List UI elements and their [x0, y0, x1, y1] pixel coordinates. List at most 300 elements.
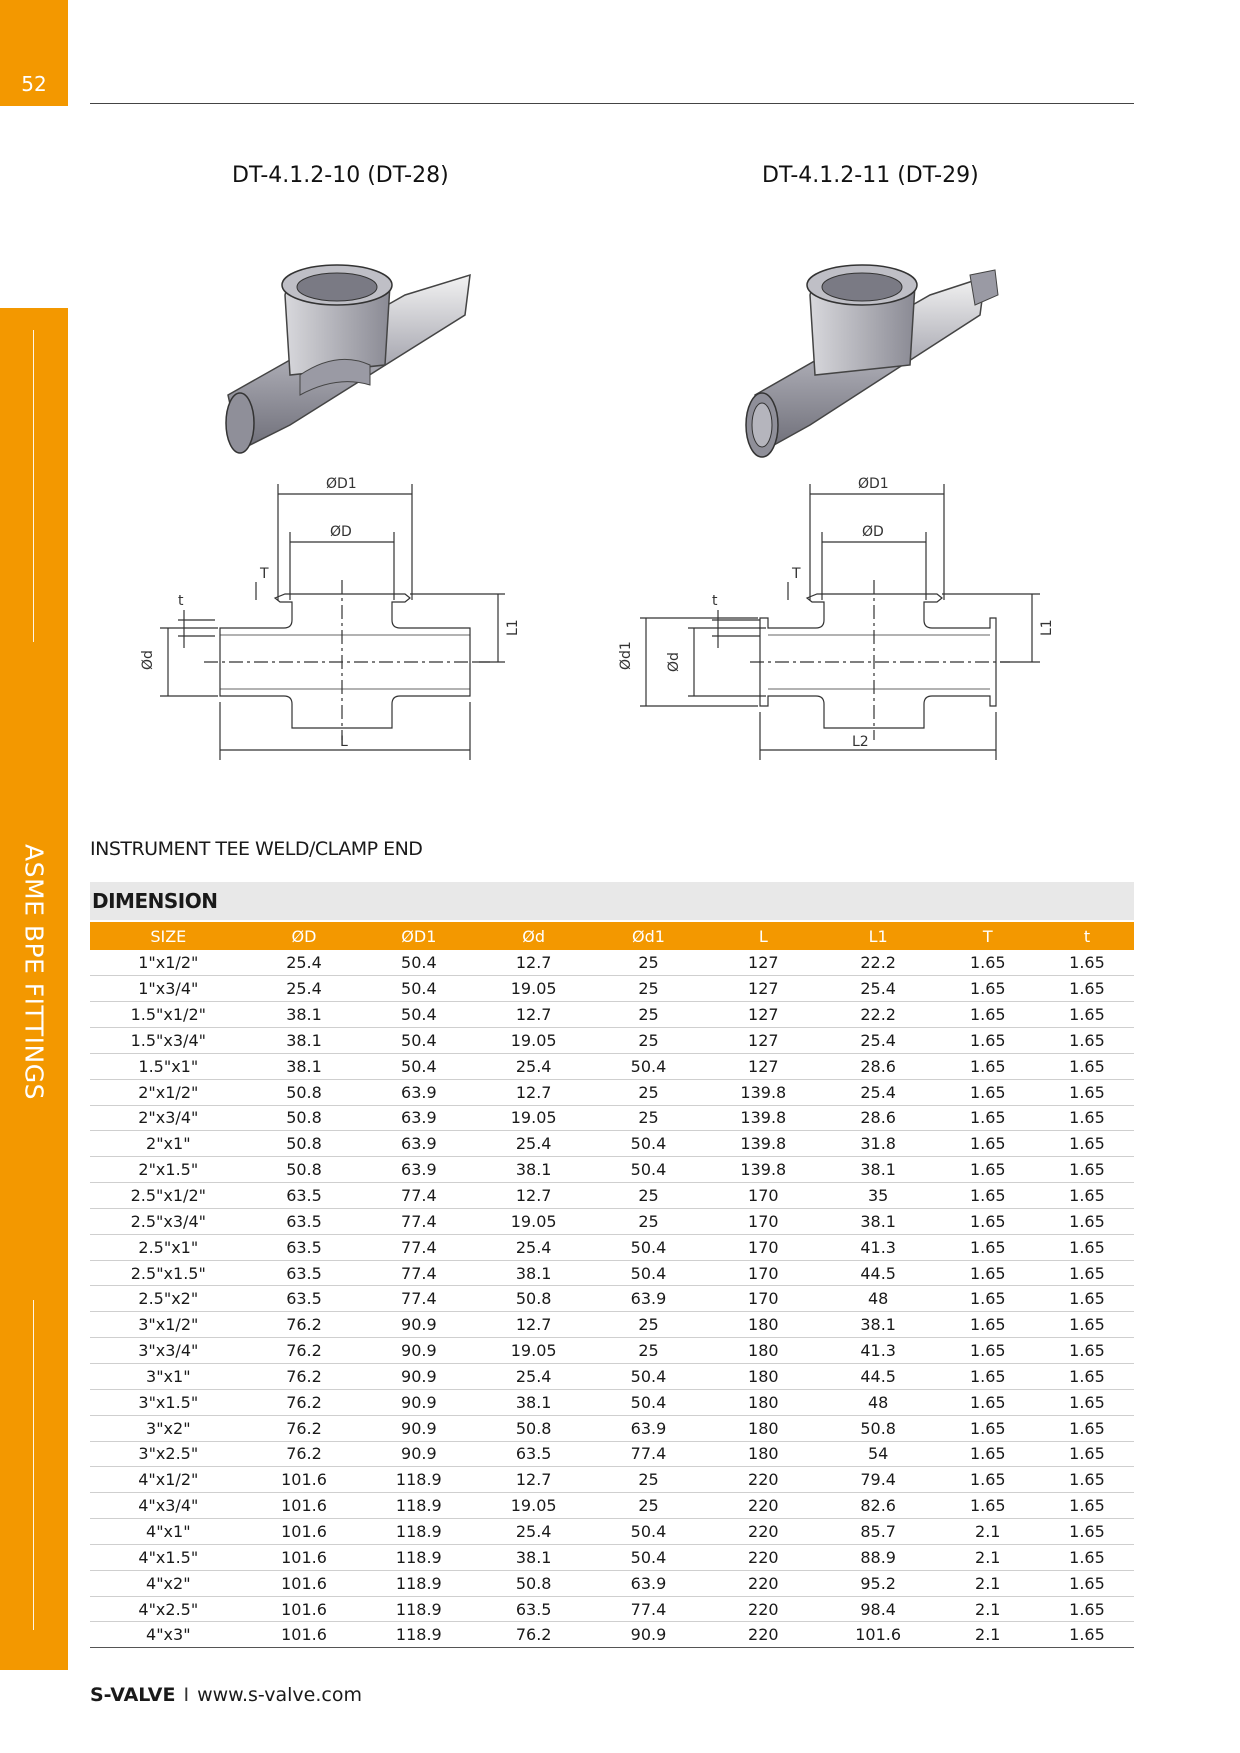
- table-cell: 101.6: [247, 1544, 362, 1570]
- table-cell: 1.65: [1040, 1002, 1134, 1028]
- table-cell: 2.5"x1.5": [90, 1260, 247, 1286]
- table-cell: 1.65: [1040, 1105, 1134, 1131]
- table-cell: 170: [706, 1286, 821, 1312]
- table-cell: 1.65: [1040, 1183, 1134, 1209]
- table-cell: 90.9: [361, 1389, 476, 1415]
- table-cell: 63.5: [247, 1234, 362, 1260]
- table-cell: 50.8: [247, 1131, 362, 1157]
- table-cell: 63.9: [361, 1157, 476, 1183]
- table-cell: 220: [706, 1622, 821, 1648]
- table-cell: 25.4: [821, 1079, 936, 1105]
- table-cell: 90.9: [361, 1338, 476, 1364]
- table-cell: 170: [706, 1208, 821, 1234]
- table-cell: 139.8: [706, 1079, 821, 1105]
- table-cell: 1.65: [936, 976, 1040, 1002]
- footer-separator: I: [183, 1684, 190, 1706]
- table-cell: 220: [706, 1544, 821, 1570]
- table-cell: 25: [591, 1183, 706, 1209]
- table-row: [90, 976, 1134, 1002]
- table-cell: 25: [591, 976, 706, 1002]
- table-cell: 1.65: [936, 1079, 1040, 1105]
- table-cell: 50.4: [591, 1157, 706, 1183]
- table-cell: 76.2: [247, 1415, 362, 1441]
- table-cell: 41.3: [821, 1234, 936, 1260]
- dim-label-D: ØD: [330, 524, 352, 540]
- table-row: [90, 1467, 1134, 1493]
- table-cell: 44.5: [821, 1364, 936, 1390]
- table-cell: 63.9: [361, 1079, 476, 1105]
- dim-label-d: Ød: [666, 652, 682, 672]
- weld-tee-dimension-drawing: [120, 470, 530, 770]
- table-cell: 12.7: [476, 1183, 591, 1209]
- table-cell: 1.65: [936, 1441, 1040, 1467]
- table-cell: 1.65: [1040, 1053, 1134, 1079]
- column-header: Ød1: [591, 922, 706, 950]
- table-cell: 118.9: [361, 1467, 476, 1493]
- table-header-row: [90, 922, 1134, 950]
- table-cell: 2.1: [936, 1596, 1040, 1622]
- table-cell: 63.5: [247, 1286, 362, 1312]
- table-row: [90, 1389, 1134, 1415]
- table-cell: 118.9: [361, 1596, 476, 1622]
- dimension-label: DIMENSION: [92, 889, 218, 913]
- table-cell: 90.9: [361, 1441, 476, 1467]
- dim-label-t: t: [178, 593, 184, 609]
- table-cell: 82.6: [821, 1493, 936, 1519]
- table-cell: 1.65: [1040, 1622, 1134, 1648]
- table-cell: 79.4: [821, 1467, 936, 1493]
- table-cell: 118.9: [361, 1519, 476, 1545]
- table-cell: 1.65: [936, 1467, 1040, 1493]
- table-cell: 63.5: [476, 1596, 591, 1622]
- table-cell: 50.8: [476, 1415, 591, 1441]
- table-cell: 63.9: [591, 1415, 706, 1441]
- table-cell: 12.7: [476, 1467, 591, 1493]
- table-cell: 1.65: [1040, 950, 1134, 976]
- table-cell: 50.8: [247, 1079, 362, 1105]
- dim-label-L: L: [340, 734, 348, 750]
- table-cell: 1.65: [1040, 1519, 1134, 1545]
- table-cell: 3"x3/4": [90, 1338, 247, 1364]
- footer: [90, 1684, 362, 1706]
- table-cell: 38.1: [476, 1389, 591, 1415]
- table-row: [90, 1260, 1134, 1286]
- table-cell: 1.65: [936, 1364, 1040, 1390]
- page-number: 52: [0, 0, 68, 106]
- table-cell: 50.4: [361, 1028, 476, 1054]
- table-cell: 170: [706, 1234, 821, 1260]
- table-cell: 90.9: [361, 1312, 476, 1338]
- table-cell: 77.4: [361, 1260, 476, 1286]
- table-cell: 2"x1.5": [90, 1157, 247, 1183]
- table-cell: 63.5: [247, 1183, 362, 1209]
- column-header: ØD: [247, 922, 362, 950]
- table-cell: 1.65: [936, 1183, 1040, 1209]
- table-cell: 1.65: [936, 1028, 1040, 1054]
- clamp-tee-dimension-drawing: [600, 470, 1060, 770]
- table-cell: 50.4: [591, 1260, 706, 1286]
- table-cell: 2"x3/4": [90, 1105, 247, 1131]
- dim-label-T: T: [260, 566, 269, 582]
- table-cell: 35: [821, 1183, 936, 1209]
- table-cell: 2.5"x3/4": [90, 1208, 247, 1234]
- table-cell: 1.65: [936, 1286, 1040, 1312]
- table-cell: 54: [821, 1441, 936, 1467]
- table-cell: 76.2: [247, 1389, 362, 1415]
- table-cell: 1.65: [936, 1053, 1040, 1079]
- header-rule: [90, 103, 1134, 104]
- table-cell: 1.65: [1040, 1544, 1134, 1570]
- table-cell: 19.05: [476, 1208, 591, 1234]
- dim-label-d: Ød: [140, 650, 156, 670]
- table-cell: 4"x2.5": [90, 1596, 247, 1622]
- table-cell: 1.65: [936, 1389, 1040, 1415]
- table-cell: 1.65: [936, 1002, 1040, 1028]
- table-row: [90, 1131, 1134, 1157]
- table-cell: 101.6: [247, 1519, 362, 1545]
- table-cell: 1.65: [1040, 1467, 1134, 1493]
- table-cell: 101.6: [821, 1622, 936, 1648]
- table-cell: 48: [821, 1286, 936, 1312]
- table-cell: 63.9: [591, 1286, 706, 1312]
- table-cell: 38.1: [821, 1157, 936, 1183]
- table-cell: 118.9: [361, 1570, 476, 1596]
- table-cell: 101.6: [247, 1596, 362, 1622]
- table-cell: 180: [706, 1338, 821, 1364]
- table-cell: 25.4: [476, 1053, 591, 1079]
- table-cell: 1.65: [1040, 1364, 1134, 1390]
- side-section-label: ASME BPE FITTINGS: [19, 844, 49, 1100]
- table-cell: 3"x2": [90, 1415, 247, 1441]
- table-cell: 2.1: [936, 1570, 1040, 1596]
- table-cell: 25.4: [476, 1519, 591, 1545]
- table-cell: 12.7: [476, 1002, 591, 1028]
- table-cell: 25: [591, 1208, 706, 1234]
- table-cell: 1.65: [1040, 1234, 1134, 1260]
- table-cell: 41.3: [821, 1338, 936, 1364]
- dim-label-D: ØD: [862, 524, 884, 540]
- column-header: L1: [821, 922, 936, 950]
- table-cell: 1.65: [1040, 1389, 1134, 1415]
- table-cell: 25: [591, 1493, 706, 1519]
- table-cell: 118.9: [361, 1622, 476, 1648]
- table-cell: 19.05: [476, 1338, 591, 1364]
- section-title: INSTRUMENT TEE WELD/CLAMP END: [90, 838, 423, 860]
- table-cell: 1.65: [1040, 1493, 1134, 1519]
- table-cell: 2"x1": [90, 1131, 247, 1157]
- table-cell: 220: [706, 1493, 821, 1519]
- website-link[interactable]: www.s-valve.com: [197, 1684, 362, 1706]
- table-cell: 1.65: [1040, 1079, 1134, 1105]
- clamp-tee-3d-illustration: [740, 255, 1010, 465]
- table-cell: 77.4: [591, 1596, 706, 1622]
- table-cell: 63.9: [591, 1570, 706, 1596]
- table-cell: 12.7: [476, 1312, 591, 1338]
- table-cell: 50.4: [591, 1364, 706, 1390]
- table-cell: 3"x2.5": [90, 1441, 247, 1467]
- table-cell: 50.8: [476, 1570, 591, 1596]
- table-cell: 1.65: [936, 950, 1040, 976]
- table-cell: 19.05: [476, 1028, 591, 1054]
- table-row: [90, 1441, 1134, 1467]
- table-cell: 19.05: [476, 1105, 591, 1131]
- table-cell: 50.4: [591, 1234, 706, 1260]
- table-cell: 139.8: [706, 1105, 821, 1131]
- table-cell: 1.65: [1040, 1415, 1134, 1441]
- table-cell: 50.8: [247, 1105, 362, 1131]
- table-cell: 25: [591, 1105, 706, 1131]
- table-cell: 1.65: [1040, 1286, 1134, 1312]
- table-row: [90, 1364, 1134, 1390]
- table-row: [90, 1286, 1134, 1312]
- table-row: [90, 1338, 1134, 1364]
- table-cell: 2"x1/2": [90, 1079, 247, 1105]
- table-cell: 77.4: [361, 1208, 476, 1234]
- table-cell: 1.65: [1040, 1338, 1134, 1364]
- table-cell: 180: [706, 1312, 821, 1338]
- table-cell: 12.7: [476, 1079, 591, 1105]
- table-cell: 170: [706, 1260, 821, 1286]
- table-cell: 1.65: [1040, 1208, 1134, 1234]
- table-cell: 19.05: [476, 976, 591, 1002]
- table-cell: 50.4: [361, 976, 476, 1002]
- table-cell: 25.4: [821, 976, 936, 1002]
- weld-tee-3d-illustration: [220, 255, 490, 465]
- table-cell: 25.4: [476, 1364, 591, 1390]
- table-cell: 50.4: [361, 1053, 476, 1079]
- table-cell: 1.5"x3/4": [90, 1028, 247, 1054]
- side-divider: [33, 330, 34, 642]
- table-cell: 180: [706, 1389, 821, 1415]
- table-cell: 25.4: [247, 950, 362, 976]
- table-cell: 25: [591, 1467, 706, 1493]
- table-cell: 1.65: [1040, 1441, 1134, 1467]
- table-cell: 63.5: [247, 1208, 362, 1234]
- table-cell: 25.4: [476, 1131, 591, 1157]
- table-cell: 101.6: [247, 1493, 362, 1519]
- table-cell: 1.65: [936, 1338, 1040, 1364]
- table-cell: 2.5"x1/2": [90, 1183, 247, 1209]
- table-cell: 118.9: [361, 1493, 476, 1519]
- column-header: T: [936, 922, 1040, 950]
- table-cell: 25: [591, 1028, 706, 1054]
- column-header: SIZE: [90, 922, 247, 950]
- table-cell: 38.1: [247, 1053, 362, 1079]
- table-cell: 25.4: [247, 976, 362, 1002]
- table-cell: 220: [706, 1570, 821, 1596]
- table-cell: 90.9: [361, 1364, 476, 1390]
- table-cell: 12.7: [476, 950, 591, 976]
- table-cell: 1.65: [1040, 1260, 1134, 1286]
- table-cell: 76.2: [247, 1441, 362, 1467]
- table-cell: 1.65: [1040, 1028, 1134, 1054]
- table-cell: 38.1: [476, 1544, 591, 1570]
- table-cell: 1.65: [936, 1157, 1040, 1183]
- table-cell: 77.4: [361, 1234, 476, 1260]
- table-cell: 170: [706, 1183, 821, 1209]
- table-cell: 22.2: [821, 950, 936, 976]
- table-cell: 127: [706, 1053, 821, 1079]
- table-cell: 90.9: [591, 1622, 706, 1648]
- table-cell: 2.5"x2": [90, 1286, 247, 1312]
- dim-label-t: t: [712, 593, 718, 609]
- column-header: ØD1: [361, 922, 476, 950]
- table-cell: 3"x1.5": [90, 1389, 247, 1415]
- table-cell: 1.65: [1040, 1570, 1134, 1596]
- table-cell: 180: [706, 1415, 821, 1441]
- dim-label-d1: Ød1: [618, 641, 634, 670]
- table-cell: 1.65: [936, 1234, 1040, 1260]
- table-cell: 76.2: [247, 1312, 362, 1338]
- table-cell: 85.7: [821, 1519, 936, 1545]
- table-cell: 220: [706, 1519, 821, 1545]
- table-cell: 76.2: [476, 1622, 591, 1648]
- table-cell: 101.6: [247, 1622, 362, 1648]
- table-cell: 3"x1": [90, 1364, 247, 1390]
- table-row: [90, 1312, 1134, 1338]
- table-cell: 1.65: [936, 1312, 1040, 1338]
- table-cell: 1.65: [1040, 1312, 1134, 1338]
- table-cell: 50.4: [361, 1002, 476, 1028]
- table-row: [90, 1596, 1134, 1622]
- table-cell: 50.8: [247, 1157, 362, 1183]
- table-cell: 1.65: [1040, 1596, 1134, 1622]
- table-cell: 180: [706, 1441, 821, 1467]
- table-cell: 50.4: [361, 950, 476, 976]
- table-cell: 220: [706, 1467, 821, 1493]
- table-cell: 28.6: [821, 1053, 936, 1079]
- dim-label-L1: L1: [505, 619, 521, 636]
- table-row: [90, 1079, 1134, 1105]
- table-cell: 25: [591, 1312, 706, 1338]
- table-cell: 77.4: [591, 1441, 706, 1467]
- table-cell: 38.1: [247, 1028, 362, 1054]
- table-row: [90, 1105, 1134, 1131]
- table-cell: 127: [706, 950, 821, 976]
- table-cell: 1"x1/2": [90, 950, 247, 976]
- table-cell: 1"x3/4": [90, 976, 247, 1002]
- table-cell: 63.9: [361, 1131, 476, 1157]
- table-cell: 4"x1.5": [90, 1544, 247, 1570]
- table-row: [90, 1208, 1134, 1234]
- table-cell: 50.8: [821, 1415, 936, 1441]
- table-cell: 95.2: [821, 1570, 936, 1596]
- table-cell: 63.9: [361, 1105, 476, 1131]
- table-cell: 139.8: [706, 1131, 821, 1157]
- table-cell: 220: [706, 1596, 821, 1622]
- figure-title-left: DT-4.1.2-10 (DT-28): [232, 163, 449, 188]
- table-cell: 139.8: [706, 1157, 821, 1183]
- table-cell: 4"x1": [90, 1519, 247, 1545]
- column-header: Ød: [476, 922, 591, 950]
- table-cell: 2.1: [936, 1544, 1040, 1570]
- table-cell: 127: [706, 1002, 821, 1028]
- table-cell: 76.2: [247, 1338, 362, 1364]
- table-cell: 101.6: [247, 1570, 362, 1596]
- table-row: [90, 1028, 1134, 1054]
- dim-label-D1: ØD1: [326, 476, 357, 492]
- table-cell: 1.65: [936, 1415, 1040, 1441]
- table-row: [90, 1183, 1134, 1209]
- dim-label-T: T: [792, 566, 801, 582]
- table-cell: 76.2: [247, 1364, 362, 1390]
- table-cell: 4"x3/4": [90, 1493, 247, 1519]
- table-cell: 2.5"x1": [90, 1234, 247, 1260]
- table-row: [90, 1544, 1134, 1570]
- brand-name: S-VALVE: [90, 1684, 176, 1706]
- table-cell: 1.5"x1/2": [90, 1002, 247, 1028]
- table-cell: 127: [706, 1028, 821, 1054]
- table-cell: 1.65: [1040, 1157, 1134, 1183]
- column-header: L: [706, 922, 821, 950]
- figure-title-right: DT-4.1.2-11 (DT-29): [762, 163, 979, 188]
- table-cell: 118.9: [361, 1544, 476, 1570]
- dim-label-L2: L2: [852, 734, 869, 750]
- dimension-table: [90, 922, 1134, 1648]
- column-header: t: [1040, 922, 1134, 950]
- table-cell: 38.1: [476, 1157, 591, 1183]
- table-cell: 127: [706, 976, 821, 1002]
- table-cell: 1.65: [936, 1105, 1040, 1131]
- table-cell: 25.4: [821, 1028, 936, 1054]
- table-cell: 180: [706, 1364, 821, 1390]
- table-cell: 25: [591, 950, 706, 976]
- table-row: [90, 1053, 1134, 1079]
- table-cell: 38.1: [821, 1208, 936, 1234]
- table-row: [90, 1493, 1134, 1519]
- table-cell: 50.4: [591, 1389, 706, 1415]
- table-cell: 50.4: [591, 1131, 706, 1157]
- table-cell: 38.1: [821, 1312, 936, 1338]
- table-cell: 4"x3": [90, 1622, 247, 1648]
- dim-label-L1: L1: [1039, 619, 1055, 636]
- table-cell: 1.65: [936, 1131, 1040, 1157]
- table-cell: 3"x1/2": [90, 1312, 247, 1338]
- table-cell: 63.5: [247, 1260, 362, 1286]
- table-cell: 4"x2": [90, 1570, 247, 1596]
- table-cell: 48: [821, 1389, 936, 1415]
- table-cell: 63.5: [476, 1441, 591, 1467]
- table-cell: 98.4: [821, 1596, 936, 1622]
- table-cell: 1.65: [936, 1260, 1040, 1286]
- table-row: [90, 950, 1134, 976]
- table-cell: 44.5: [821, 1260, 936, 1286]
- table-cell: 19.05: [476, 1493, 591, 1519]
- table-cell: 50.8: [476, 1286, 591, 1312]
- table-cell: 50.4: [591, 1053, 706, 1079]
- table-row: [90, 1157, 1134, 1183]
- table-cell: 25: [591, 1079, 706, 1105]
- table-cell: 25: [591, 1002, 706, 1028]
- table-cell: 2.1: [936, 1622, 1040, 1648]
- table-cell: 1.65: [1040, 1131, 1134, 1157]
- dim-label-D1: ØD1: [858, 476, 889, 492]
- table-cell: 22.2: [821, 1002, 936, 1028]
- table-cell: 1.65: [936, 1208, 1040, 1234]
- table-row: [90, 1002, 1134, 1028]
- table-cell: 1.5"x1": [90, 1053, 247, 1079]
- dimension-bar: [90, 882, 1134, 920]
- table-cell: 50.4: [591, 1519, 706, 1545]
- table-cell: 1.65: [1040, 976, 1134, 1002]
- table-cell: 4"x1/2": [90, 1467, 247, 1493]
- table-cell: 31.8: [821, 1131, 936, 1157]
- table-row: [90, 1415, 1134, 1441]
- table-cell: 101.6: [247, 1467, 362, 1493]
- table-cell: 88.9: [821, 1544, 936, 1570]
- table-row: [90, 1570, 1134, 1596]
- table-cell: 77.4: [361, 1183, 476, 1209]
